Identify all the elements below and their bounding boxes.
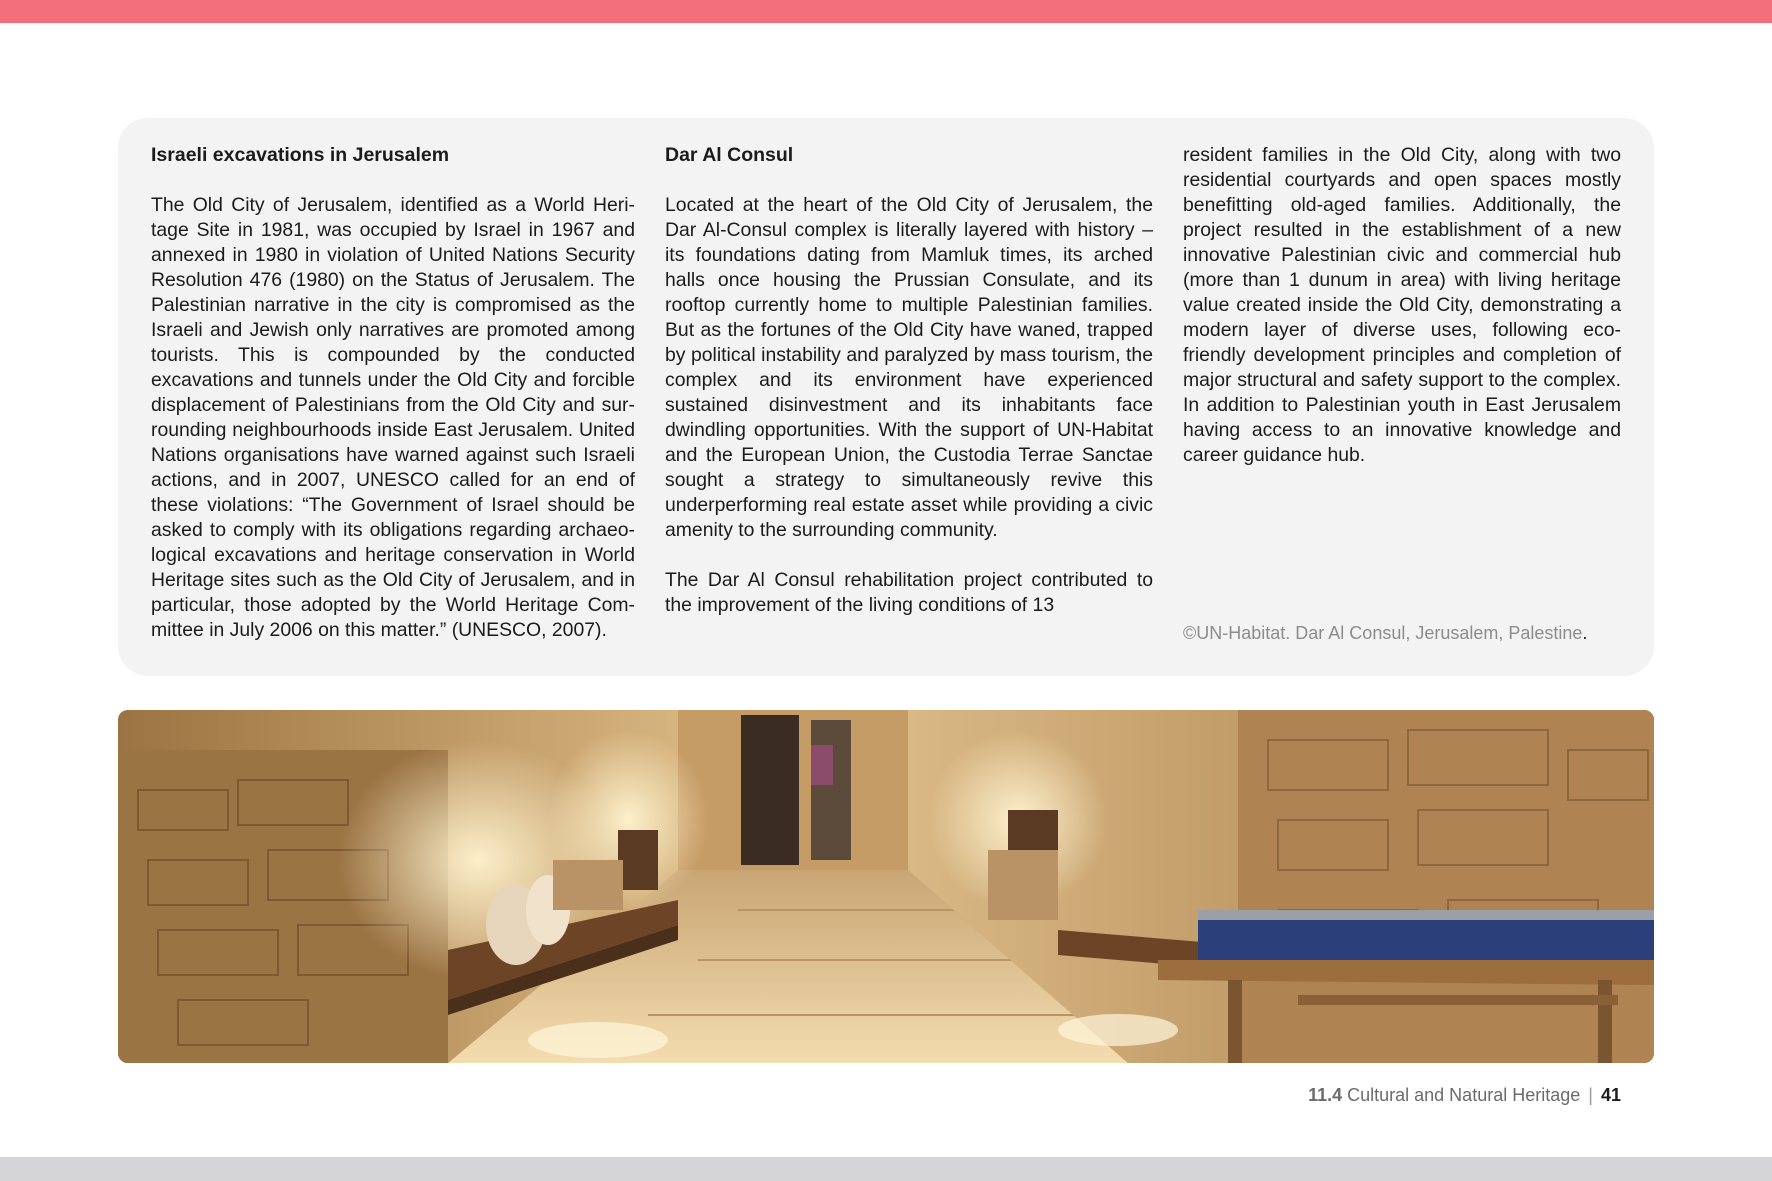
section-number: 11.4 <box>1308 1085 1343 1105</box>
footer-separator: | <box>1588 1085 1593 1105</box>
photo-caption-text: ©UN-Habitat. Dar Al Consul, Jerusalem, Palestine <box>1183 623 1583 643</box>
column-project-outcomes <box>1183 143 1621 468</box>
paragraph-dar-al-consul-intro: Located at the heart of the Old City of Jerusalem, the Dar Al-Consul complex is literally layered with history – its foundations dating from Mamluk times, its arched halls once housing the Prussian Consulate, and its rooftop currently home to multiple Palestinian families. But as the fortunes of the Old City have waned, trapped by political instability and paralyzed by mass tourism, the complex and its environment have experienced sustained disinvestment and its inhabitants face dwindling opportunities. With the support of UN-Habitat and the European Union, the Custodia Terrae Sanctae sought a strategy to simultaneously revive this underperforming real estate asset while providing a civic amenity to the surrounding community. <box>665 194 1153 541</box>
paragraph-israeli-excavations: The Old City of Jerusalem, identified as a World Heritage Site in 1981, was occupied by Israel in 1967 and annexed in 1980 in violation of United Nations Security Resolution 476 (1980) on the Status of Jerusalem. The Palestinian narrative in the city is compromised as the Israeli and Jewish only narratives are promoted among tourists. This is compounded by the conducted excavations and tunnels under the Old City and forcible displacement of Palestinians from the Old City and surrounding neighbourhoods inside East Jerusalem. United Nations organisations have warned against such Israeli actions, and in 2007, UNESCO called for an end of these violations: “The Government of Israel should be asked to comply with its obligations regarding archaeological excavations and heritage conservation in World Heritage sites such as the Old City of Jerusalem, and in particular, those adopted by the World Heritage Committee in July 2006 on this matter.” (UNESCO, 2007). <box>151 194 635 641</box>
page-number: 41 <box>1600 1085 1621 1105</box>
paragraph-project-outcomes: resident families in the Old City, along with two residential courtyards and open spaces mostly benefitting old-aged families. Additionally, the project resulted in the establishment of a new innovative Palestinian civic and commercial hub (more than 1 dunum in area) with living heritage value created inside the Old City, demonstrating a modern layer of diverse uses, following eco-friendly development principles and completion of major structural and safety support to the complex. In addition to Palestinian youth in East Jerusalem having access to an innovative knowledge and career guidance hub. <box>1183 144 1621 466</box>
page-footer <box>1308 1083 1621 1107</box>
paragraph-dar-al-consul-project: The Dar Al Consul rehabilitation project contributed to the improvement of the living conditions of 13 <box>665 569 1153 616</box>
heading-israeli-excavations: Israeli excavations in Jerusalem <box>151 144 450 166</box>
bottom-bar <box>0 1157 1772 1181</box>
top-accent-bar <box>0 0 1772 23</box>
section-title: Cultural and Natural Heritage <box>1347 1085 1581 1105</box>
column-israeli-excavations <box>151 143 635 643</box>
dar-al-consul-photo <box>118 710 1654 1063</box>
column-dar-al-consul <box>665 143 1153 618</box>
heading-dar-al-consul: Dar Al Consul <box>665 144 794 166</box>
photo-caption-period: . <box>1582 623 1588 643</box>
photo-caption <box>1183 621 1587 646</box>
